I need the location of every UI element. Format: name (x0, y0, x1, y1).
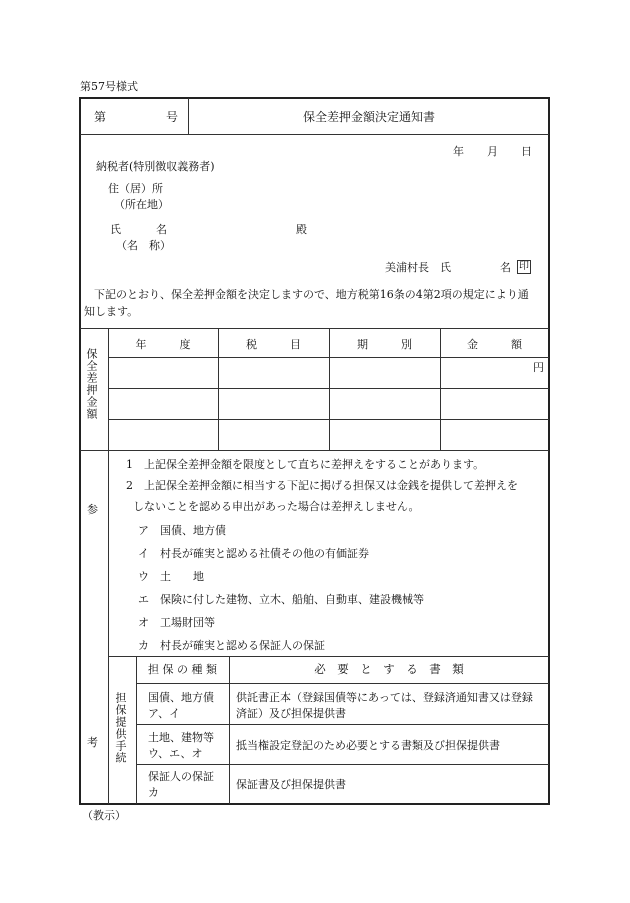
procedure-type-line-2: ウ、エ、オ (148, 747, 203, 760)
procedure-docs-line-1: 供託書正本（登録国債等にあっては、登録済通知書又は登録 (236, 691, 533, 704)
issuer: 美浦村長 氏 (385, 261, 451, 274)
header-period: 期 別 (357, 338, 412, 351)
divider (108, 656, 549, 657)
divider (136, 683, 549, 684)
divider (80, 134, 549, 135)
reference-item-1: 1 上記保全差押金額を限度として直ちに差押えをすることがあります。 (126, 458, 485, 471)
header-amount: 金 額 (467, 338, 522, 351)
seal-mark: 印 (519, 261, 529, 272)
date-day: 日 (521, 145, 532, 158)
procedure-header-docs: 必 要 と す る 書 類 (314, 662, 464, 676)
page-title: 保全差押金額決定通知書 (302, 110, 435, 124)
header-tax-item: 税 目 (246, 338, 301, 351)
address-sub-label: （所在地） (114, 198, 169, 211)
collateral-item: オ 工場財団等 (138, 616, 215, 629)
honorific: 殿 (296, 223, 307, 236)
procedure-type-line-1: 国債、地方債 (148, 691, 214, 704)
footer-note: （教示） (82, 809, 126, 822)
divider (80, 450, 549, 451)
taxpayer-label: 納税者(特別徴収義務者) (96, 160, 215, 173)
divider (108, 450, 109, 804)
date-year: 年 (453, 145, 464, 158)
reference-side-label-bottom: 考 (87, 736, 98, 749)
divider (136, 724, 549, 725)
procedure-type-line-1: 土地、建物等 (148, 731, 214, 744)
procedure-docs-line-1: 抵当権設定登記のため必要とする書類及び担保提供書 (236, 739, 500, 752)
procedure-docs-line-1: 保証書及び担保提供書 (236, 778, 346, 791)
name-label-2: 名 (156, 223, 167, 236)
amount-side-label: 保全差押金額 (85, 348, 98, 420)
divider (136, 764, 549, 765)
name-sub-label: （名 称） (116, 239, 171, 252)
number-label-go: 号 (166, 110, 179, 124)
collateral-item: エ 保険に付した建物、立木、船舶、自動車、建設機械等 (138, 593, 424, 606)
reference-item-2-line-1: 2 上記保全差押金額に相当する下記に掲げる担保又は金銭を提供して差押えを (126, 479, 518, 492)
procedure-type-line-2: カ (148, 786, 159, 799)
divider (229, 656, 230, 804)
divider (80, 328, 549, 329)
notice-text-line-2: 知します。 (84, 305, 139, 318)
address-label: 住（居）所 (108, 182, 163, 195)
unit-yen: 円 (533, 361, 544, 374)
collateral-item: ア 国債、地方債 (138, 524, 226, 537)
collateral-item: カ 村長が確実と認める保証人の保証 (138, 639, 325, 652)
collateral-item: ウ 土 地 (138, 570, 204, 583)
divider (136, 656, 137, 804)
header-year: 年 度 (135, 338, 191, 351)
date-month: 月 (487, 145, 498, 158)
procedure-type-line-2: ア、イ (148, 707, 181, 720)
procedure-side-label: 担保提供手続 (114, 692, 127, 764)
reference-side-label-top: 参 (87, 503, 98, 516)
number-label-dai: 第 (94, 110, 107, 124)
form-number: 第57号様式 (80, 80, 138, 93)
name-label-1: 氏 (110, 223, 121, 236)
issuer-name-char: 名 (500, 261, 511, 274)
reference-item-2-line-2: しないことを認める申出があった場合は差押えしません。 (133, 500, 420, 513)
procedure-type-line-1: 保証人の保証 (148, 770, 214, 783)
procedure-header-type: 担 保 の 種 類 (148, 663, 217, 676)
procedure-docs-line-2: 済証）及び担保提供書 (236, 707, 346, 720)
collateral-item: イ 村長が確実と認める社債その他の有価証券 (138, 547, 369, 560)
notice-text-line-1: 下記のとおり、保全差押金額を決定しますので、地方税第16条の4第2項の規定により通 (94, 288, 529, 301)
